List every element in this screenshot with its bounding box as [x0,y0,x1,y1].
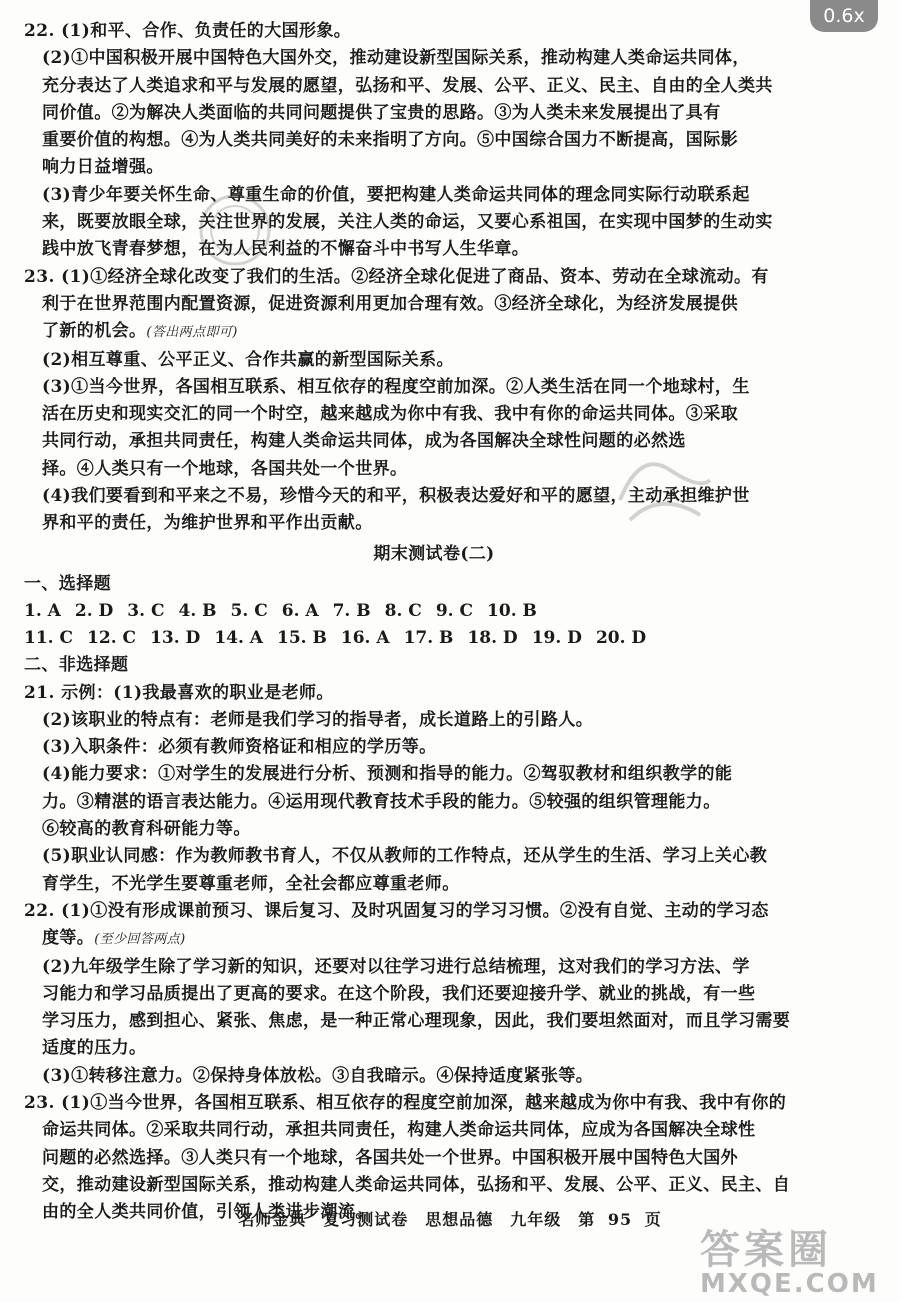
answer-line-text: 同价值。②为解决人类面临的共同问题提供了宝贵的思路。③为人类未来发展提出了具有 [42,102,721,123]
answer-line-text: 响力日益增强。 [42,157,164,178]
choice-answer: 19. D [531,628,582,649]
answer-line [24,100,844,127]
answer-line-text: 度等。 [42,928,95,949]
answer-line [24,789,844,816]
choice-answer: 3. C [127,601,165,622]
answer-line-text: 利于在世界范围内配置资源，促进资源利用更加合理有效。③经济全球化，为经济发展提供 [42,293,738,314]
answer-line-text: 23. (1)①当今世界，各国相互联系、相互依存的程度空前加深，越来越成为你中有我、我中有你的 [24,1092,787,1113]
answer-line-text: 育学生，不光学生要尊重老师，全社会都应尊重老师。 [42,873,460,894]
part-two-heading: 二、非选择题 [24,655,129,676]
answer-line [24,291,844,318]
choice-answer: 5. C [230,601,268,622]
choice-answer: 4. B [178,601,217,622]
answer-line-text: 共同行动，承担共同责任，构建人类命运共同体，成为各国解决全球性问题的必然选 [42,431,686,452]
answer-line [24,1008,844,1035]
choice-answer: 13. D [150,628,201,649]
answer-line [24,707,844,734]
answer-line-text: ⑥较高的教育科研能力等。 [42,819,251,840]
choice-answer: 20. D [595,628,647,649]
answer-line-text: (3)①转移注意力。②保持身体放松。③自我暗示。④保持适度紧张等。 [42,1065,594,1086]
section-title: 期末测试卷(二) [373,543,495,564]
answer-line [24,209,844,236]
watermark-title: 答案圈 [700,1227,832,1273]
answer-note: (至少回答两点) [94,932,186,948]
answer-line-text: 交，推动建设新型国际关系，推动构建人类命运共同体，弘扬和平、发展、公平、正义、民主、自 [42,1174,791,1195]
answer-line [24,871,844,898]
answer-line [24,456,844,483]
answer-line-text: 来，既要放眼全球，关注世界的发展，关注人类的命运，又要心系祖国，在实现中国梦的生动实 [42,212,773,233]
choice-answer: 1. A [24,601,61,622]
answer-line-text: 学习压力，感到担心、紧张、焦虑，是一种正常心理现象，因此，我们要坦然面对，而且学习需要 [42,1011,791,1032]
answer-line-text: (2)该职业的特点有：老师是我们学习的指导者，成长道路上的引路人。 [42,709,594,730]
answer-page [24,18,844,1226]
answer-line [24,374,844,401]
answer-line-text: (4)我们要看到和平来之不易，珍惜今天的和平，积极表达爱好和平的愿望，主动承担维护世 [42,486,750,507]
answer-line [24,428,844,455]
choice-answers-row-2 [24,625,844,652]
answer-line-text: (2)相互尊重、公平正义、合作共赢的新型国际关系。 [42,349,454,370]
choice-answer: 14. A [214,628,263,649]
answer-line [24,898,844,925]
answer-line [24,45,844,72]
answer-line-text: 适度的压力。 [42,1038,147,1059]
answer-line-text: 践中放飞青春梦想，在为人民利益的不懈奋斗中书写人生华章。 [42,239,530,260]
answer-line-text: 21. 示例：(1)我最喜欢的职业是老师。 [24,682,334,703]
answer-line-text: (5)职业认同感：作为教师教书育人，不仅从教师的工作特点，还从学生的生活、学习上关心教 [42,846,768,867]
answer-line [24,1063,844,1090]
answer-line-text: 问题的必然选择。③人类只有一个地球，各国共处一个世界。中国积极开展中国特色大国外 [42,1147,738,1168]
answer-line [24,843,844,870]
answer-line [24,182,844,209]
answer-line-text: 力。③精湛的语言表达能力。④运用现代教育技术手段的能力。⑤较强的组织管理能力。 [42,791,721,812]
answer-line [24,483,844,510]
answer-line [24,154,844,181]
part-one-heading: 一、选择题 [24,573,111,594]
answer-line [24,18,844,45]
answer-line-text: (2)九年级学生除了学习新的知识，还要对以往学习进行总结梳理，这对我们的学习方法、学 [42,956,750,977]
choice-answer: 7. B [332,601,371,622]
answer-line [24,401,844,428]
answer-line [24,1145,844,1172]
answer-line-text: 命运共同体。②采取共同行动，承担共同责任，构建人类命运共同体，应成为各国解决全球性 [42,1120,756,1141]
choice-answer: 10. B [487,601,537,622]
answer-line [24,318,844,346]
answer-line-text: 由的全人类共同价值，引领人类进步潮流。 [42,1202,373,1223]
answer-note: (答出两点即可) [146,325,238,341]
answer-line [24,981,844,1008]
choice-answer: 9. C [435,601,474,622]
answer-block-bottom [24,680,844,1227]
stamp-mark-right [610,440,720,530]
answer-line [24,734,844,761]
answer-line-text: 23. (1)①经济全球化改变了我们的生活。②经济全球化促进了商品、资本、劳动在全球流动。有 [24,266,769,287]
answer-line [24,264,844,291]
answer-line-text: (3)①当今世界，各国相互联系、相互依存的程度空前加深。②人类生活在同一个地球村，生 [42,376,750,397]
answer-line-text: 重要价值的构想。④为人类共同美好的未来指明了方向。⑤中国综合国力不断提高，国际影 [42,130,738,151]
answer-line-text: 界和平的责任，为维护世界和平作出贡献。 [42,513,373,534]
answer-line [24,236,844,263]
answer-block-top [24,18,844,538]
answer-line [24,347,844,374]
answer-line-text: 22. (1)①没有形成课前预习、课后复习、及时巩固复习的学习习惯。②没有自觉、主动的学习态 [24,900,769,921]
answer-line [24,1117,844,1144]
choice-answer: 8. C [384,601,422,622]
answer-line [24,816,844,843]
page-footer: 名师金典 复习测试卷 思想品德 九年级 第 95 页 [238,1210,662,1229]
answer-line-text: (4)能力要求：①对学生的发展进行分析、预测和指导的能力。②驾驭教材和组织教学的能 [42,764,733,785]
choice-answer: 16. A [340,628,390,649]
answer-line [24,510,844,537]
choice-answer: 17. B [403,628,454,649]
answer-line [24,73,844,100]
watermark-logo [700,1218,880,1299]
answer-line-text: 择。④人类只有一个地球，各国共处一个世界。 [42,458,408,479]
answer-line [24,954,844,981]
choice-answers-row-1 [24,598,844,625]
choice-answer: 12. C [87,628,137,649]
answer-line-text: 了新的机会。 [42,321,147,342]
answer-line-text: 活在历史和现实交汇的同一个时空，越来越成为你中有我、我中有你的命运共同体。③采取 [42,404,738,425]
choice-answer: 15. B [277,628,327,649]
zoom-level-badge[interactable]: 0.6x [810,0,878,32]
answer-line [24,127,844,154]
answer-line-text: (3)入职条件：必须有教师资格证和相应的学历等。 [42,737,437,758]
choice-answer: 11. C [24,628,74,649]
answer-line-text: 充分表达了人类追求和平与发展的愿望，弘扬和平、发展、公平、正义、民主、自由的全人类共 [42,75,773,96]
answer-line [24,925,844,953]
choice-answer: 2. D [74,601,114,622]
answer-line-text: (2)①中国积极开展中国特色大国外交，推动建设新型国际关系，推动构建人类命运共同体， [42,48,750,69]
answer-line [24,1035,844,1062]
stamp-mark-left [190,190,280,270]
answer-line [24,1172,844,1199]
answer-line [24,761,844,788]
answer-line-text: 习能力和学习品质提出了更高的要求。在这个阶段，我们还要迎接升学、就业的挑战，有一些 [42,983,756,1004]
answer-line-text: 22. (1)和平、合作、负责任的大国形象。 [24,21,352,41]
answer-line [24,680,844,707]
answer-line-text: (3)青少年要关怀生命、尊重生命的价值，要把构建人类命运共同体的理念同实际行动联系起 [42,184,750,205]
choice-answer: 6. A [281,601,319,622]
answer-line [24,1090,844,1117]
choice-answer: 18. D [467,628,518,649]
watermark-url: MXQE.COM [700,1269,879,1299]
